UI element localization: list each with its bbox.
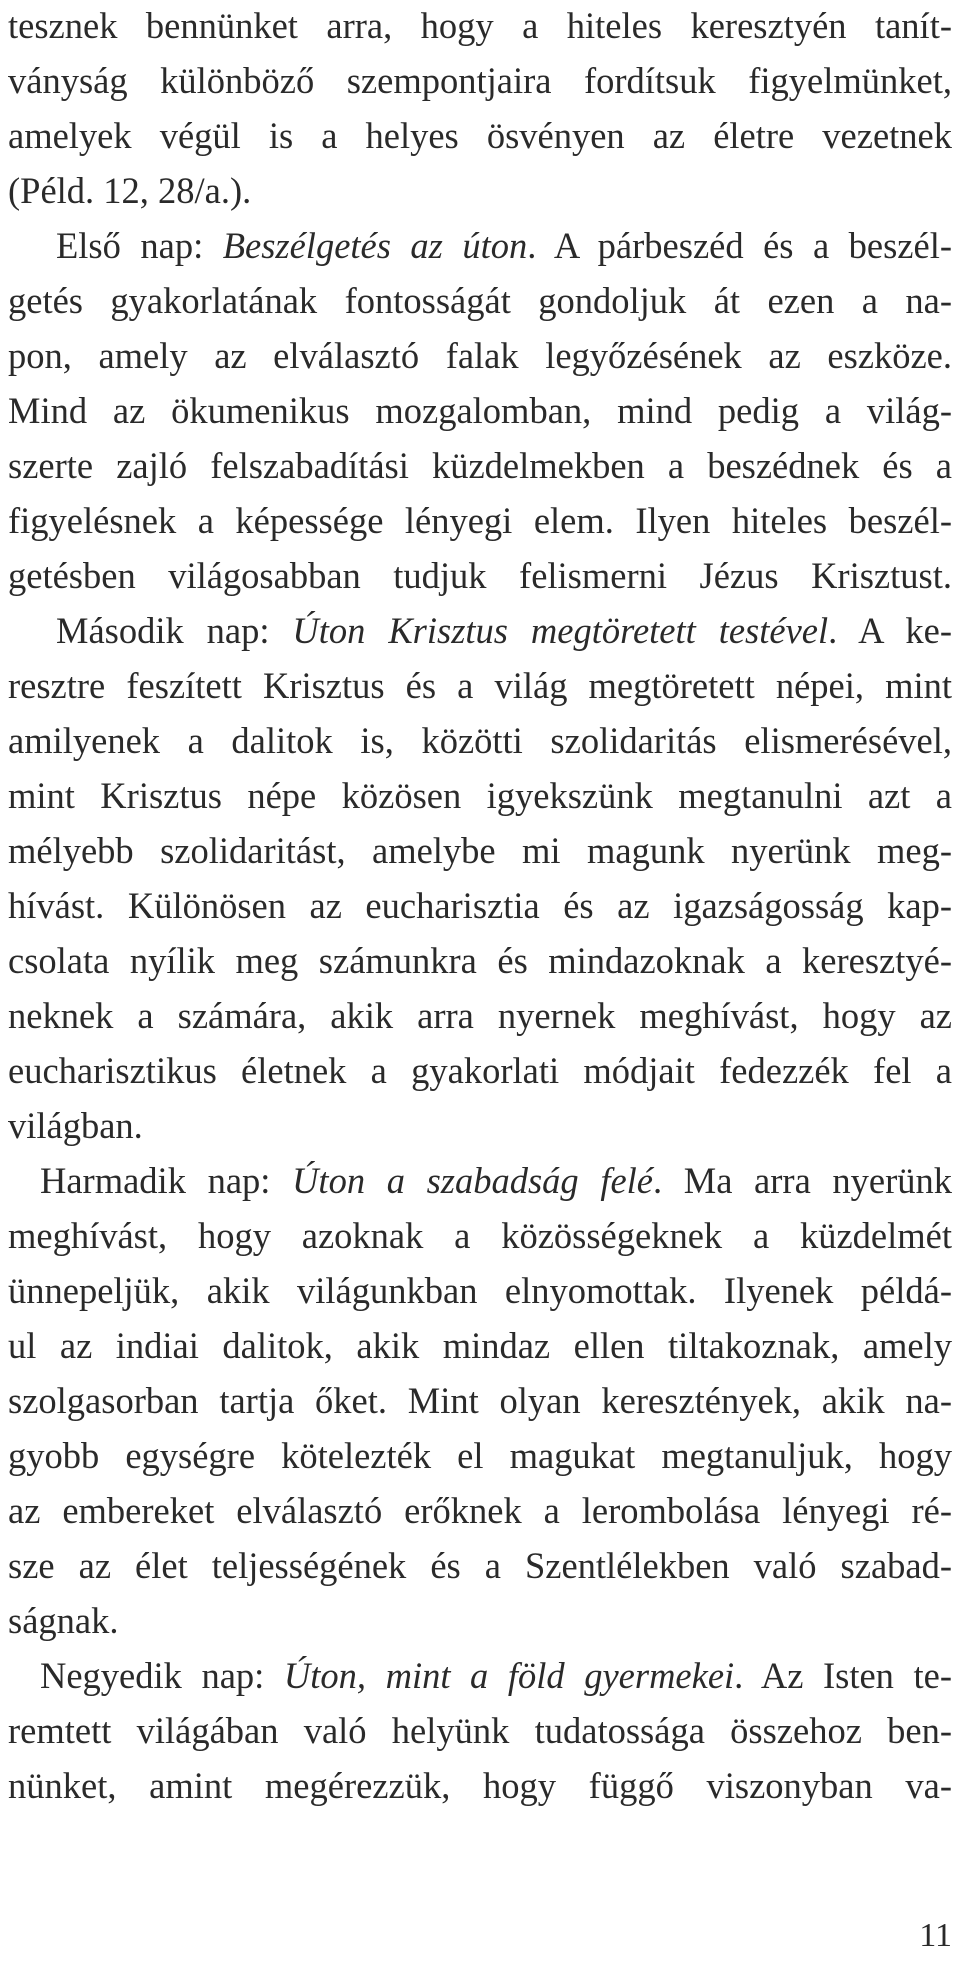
text-line: ünnepeljük, akik világunkban elnyomottak. Ilyenek példá- <box>8 1270 952 1311</box>
text-line: ul az indiai dalitok, akik mindaz ellen tiltakoznak, amely <box>8 1325 952 1366</box>
text-line: (Péld. 12, 28/a.). <box>8 170 252 211</box>
text-line: szolgasorban tartja őket. Mint olyan keresztények, akik na- <box>8 1380 952 1421</box>
text-line: nünket, amint megérezzük, hogy függő viszonyban va- <box>8 1765 952 1806</box>
text-line: Mind az ökumenikus mozgalomban, mind pedig a világ- <box>8 390 952 431</box>
text-line: hívást. Különösen az eucharisztia és az igazságosság kap- <box>8 885 952 926</box>
text-line: getés gyakorlatának fontosságát gondoljuk át ezen a na- <box>8 280 952 321</box>
day-title: Úton a szabadság felé <box>292 1160 654 1201</box>
paragraph-first-day <box>56 222 952 270</box>
text-line: ványság különböző szempontjaira fordítsuk figyelmünket, <box>8 60 952 101</box>
day-title: Úton Krisztus megtöretett testével <box>292 610 829 651</box>
paragraph-fourth-day <box>40 1652 952 1700</box>
paragraph-third-day <box>40 1157 952 1205</box>
day-label: Harmadik nap: <box>40 1160 293 1201</box>
text-run: . A ke- <box>828 610 952 651</box>
paragraph-second-day <box>56 607 952 655</box>
day-title: Beszélgetés az úton <box>222 225 528 266</box>
text-line: eucharisztikus életnek a gyakorlati módjait fedezzék fel a <box>8 1050 952 1091</box>
text-line: pon, amely az elválasztó falak legyőzésének az eszköze. <box>8 335 952 376</box>
text-line: ságnak. <box>8 1600 119 1641</box>
text-line: csolata nyílik meg számunkra és mindazoknak a keresztyé- <box>8 940 952 981</box>
text-line: gyobb egységre kötelezték el magukat megtanuljuk, hogy <box>8 1435 952 1476</box>
text-line: amelyek végül is a helyes ösvényen az életre vezetnek <box>8 115 952 156</box>
day-label: Első nap: <box>56 225 223 266</box>
day-title: Úton, mint a föld gyermekei <box>283 1655 735 1696</box>
day-label: Negyedik nap: <box>40 1655 284 1696</box>
text-run: . A párbeszéd és a beszél- <box>527 225 952 266</box>
text-run: . Ma arra nyerünk <box>653 1160 952 1201</box>
page-number: 11 <box>919 1917 952 1954</box>
text-line: amilyenek a dalitok is, közötti szolidaritás elismerésével, <box>8 720 952 761</box>
day-label: Második nap: <box>56 610 293 651</box>
text-line: az embereket elválasztó erőknek a lerombolása lényegi ré- <box>8 1490 952 1531</box>
text-line: getésben világosabban tudjuk felismerni Jézus Krisztust. <box>8 555 952 596</box>
text-line: neknek a számára, akik arra nyernek meghívást, hogy az <box>8 995 952 1036</box>
text-line: figyelésnek a képessége lényegi elem. Ilyen hiteles beszél- <box>8 500 952 541</box>
text-line: sze az élet teljességének és a Szentlélekben való szabad- <box>8 1545 952 1586</box>
text-run: . Az Isten te- <box>734 1655 952 1696</box>
text-line: szerte zajló felszabadítási küzdelmekben a beszédnek és a <box>8 445 952 486</box>
text-line: mint Krisztus népe közösen igyekszünk megtanulni azt a <box>8 775 952 816</box>
text-line: mélyebb szolidaritást, amelybe mi magunk nyerünk meg- <box>8 830 952 871</box>
text-line: resztre feszített Krisztus és a világ megtöretett népei, mint <box>8 665 952 706</box>
text-line: meghívást, hogy azoknak a közösségeknek a küzdelmét <box>8 1215 952 1256</box>
text-line: tesznek bennünket arra, hogy a hiteles keresztyén tanít- <box>8 5 952 46</box>
text-line: világban. <box>8 1105 143 1146</box>
text-line: remtett világában való helyünk tudatossága összehoz ben- <box>8 1710 952 1751</box>
